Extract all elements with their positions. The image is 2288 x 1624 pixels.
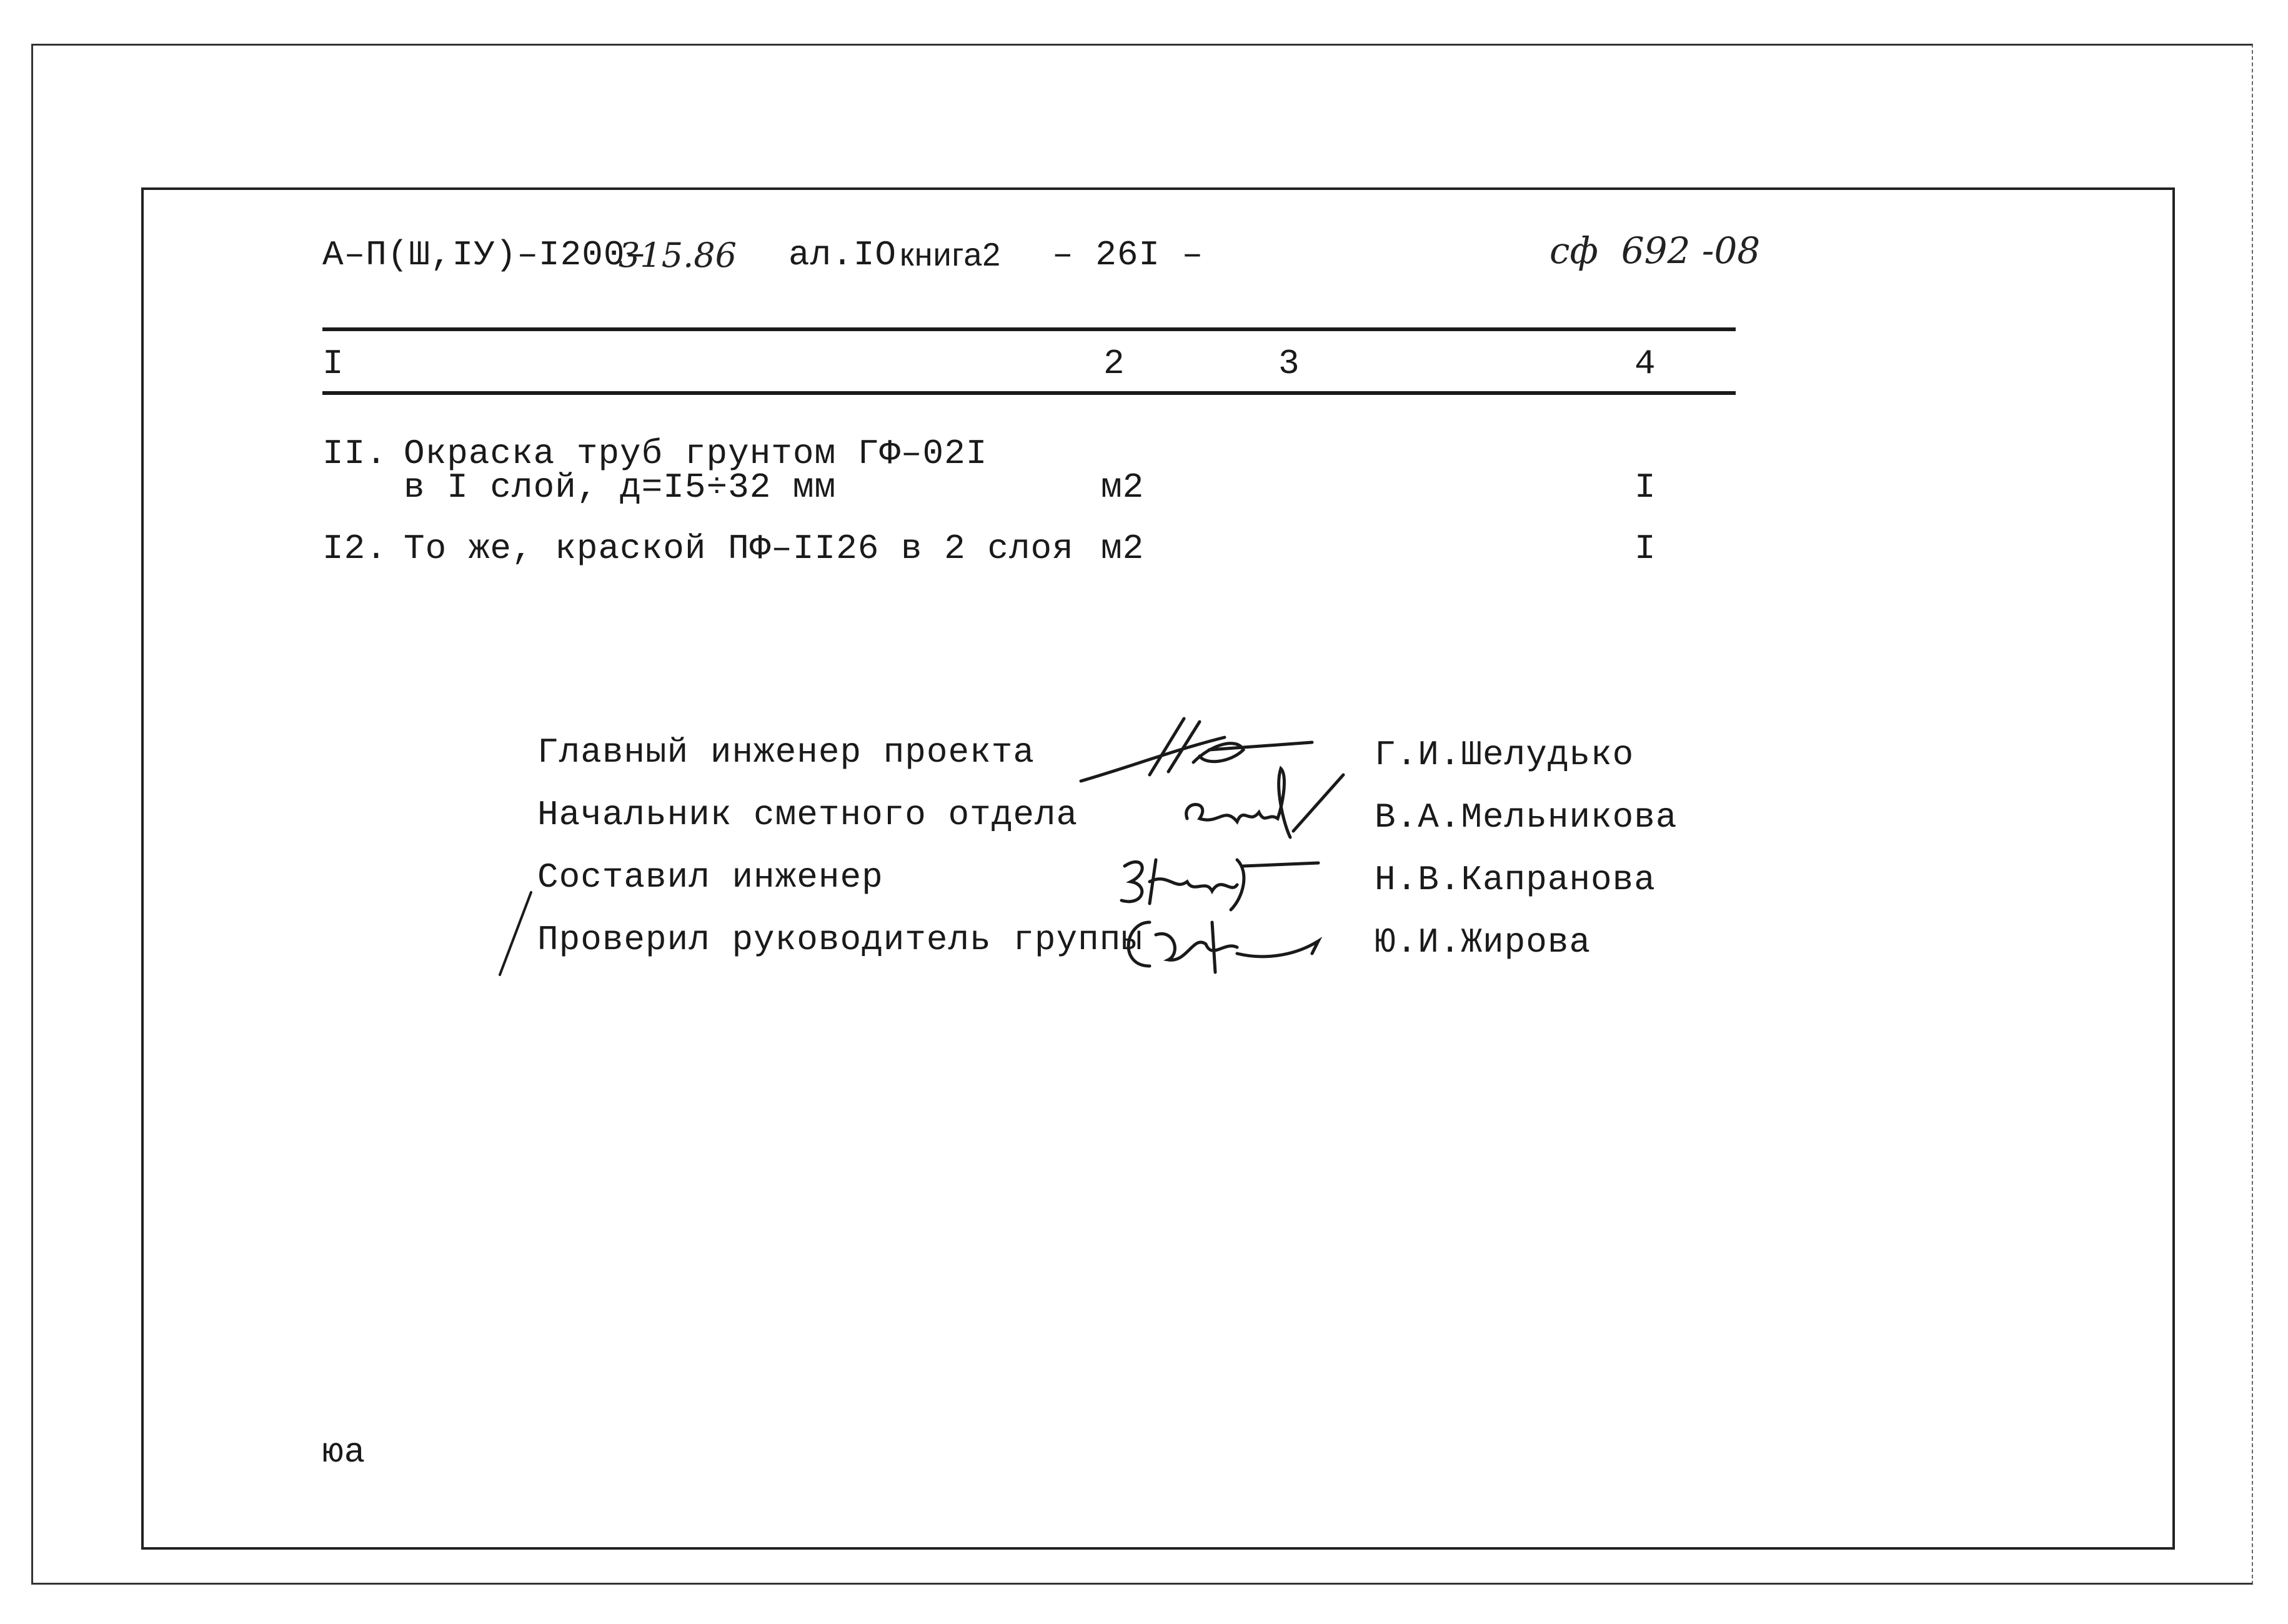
column-header-4: 4 bbox=[1634, 344, 1656, 384]
signature-scribble-4 bbox=[1112, 910, 1337, 979]
page-number: – 26I – bbox=[1052, 235, 1204, 275]
table-row-number: II. bbox=[322, 434, 387, 474]
book-number: книга2 bbox=[900, 237, 1002, 273]
table-row-number: I2. bbox=[322, 529, 387, 569]
table-top-rule bbox=[322, 327, 1736, 331]
table-row-quantity: I bbox=[1634, 529, 1656, 569]
check-mark-slash bbox=[494, 887, 537, 981]
document-code: А–П(Ш,IУ)–I200– bbox=[322, 235, 647, 275]
column-header-1: I bbox=[322, 344, 344, 384]
column-header-3: 3 bbox=[1278, 344, 1300, 384]
album-number: ал.IO bbox=[788, 235, 897, 275]
signature-name-checker: Ю.И.Жирова bbox=[1375, 922, 1591, 962]
signature-role-compiler: Составил инженер bbox=[537, 857, 883, 897]
footer-mark: юа bbox=[322, 1432, 366, 1472]
table-header-rule bbox=[322, 391, 1736, 395]
table-row-unit: м2 bbox=[1101, 529, 1145, 569]
table-row-quantity: I bbox=[1634, 467, 1656, 507]
signature-scribble-2 bbox=[1175, 762, 1362, 850]
table-row-description: То же, краской ПФ–II26 в 2 слоя bbox=[404, 529, 1074, 569]
signature-role-estimate-head: Начальник сметного отдела bbox=[537, 795, 1078, 835]
table-row-unit: м2 bbox=[1101, 467, 1145, 507]
signature-name-chief-engineer: Г.И.Шелудько bbox=[1375, 735, 1634, 775]
column-header-2: 2 bbox=[1103, 344, 1125, 384]
archive-number: сф 692 -08 bbox=[1549, 229, 1761, 272]
signature-name-estimate-head: В.А.Мельникова bbox=[1375, 797, 1678, 837]
document-code-handwritten: 315.86 bbox=[619, 236, 737, 275]
signature-role-chief-engineer: Главный инженер проекта bbox=[537, 732, 1035, 772]
table-row-description-cont: в I слой, д=I5÷32 мм bbox=[404, 467, 837, 507]
signature-role-checker: Проверил руководитель группы bbox=[537, 920, 1143, 960]
table-row-description: Окраска труб грунтом ГФ–02I bbox=[404, 434, 988, 474]
signature-name-compiler: Н.В.Капранова bbox=[1375, 860, 1656, 900]
signature-scribble-3 bbox=[1112, 847, 1325, 916]
